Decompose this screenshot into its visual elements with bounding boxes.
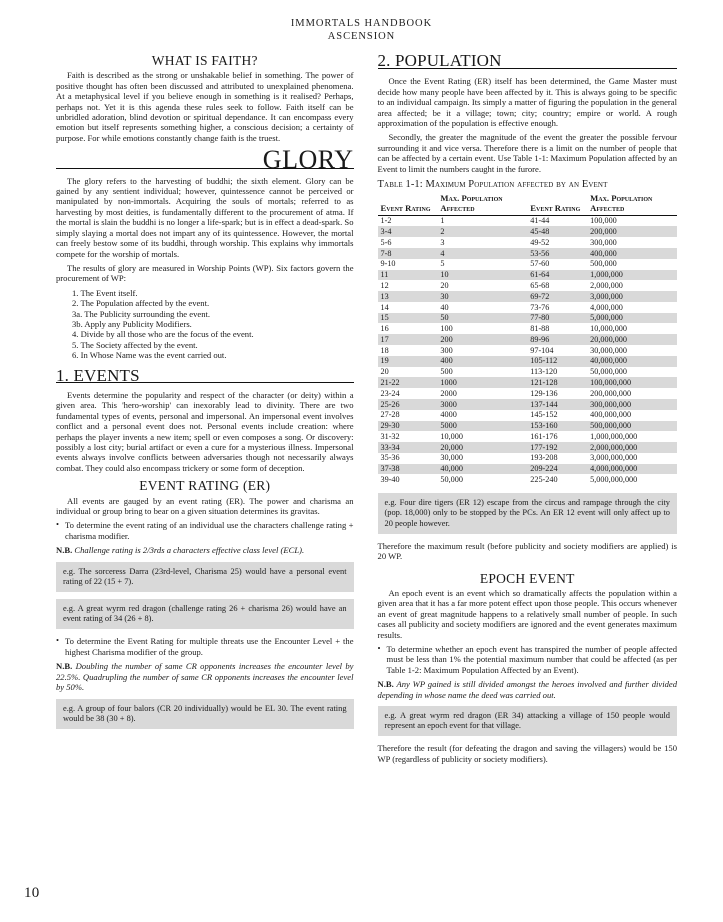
cell: 4000 (440, 410, 457, 420)
after-table-paragraph: Therefore the maximum result (before publicity and society modifiers are applied) is 20 WP. (377, 540, 677, 562)
left-column (56, 53, 354, 862)
cell: 1,000,000 (587, 270, 677, 281)
cell: 40 (440, 302, 449, 312)
cell: 21-22 (378, 377, 438, 388)
glory-paragraph-1: The glory refers to the harvesting of buddhi; the sixth element. Glory can be gained by any sentient individual; however, quintessence cannot be perceived or manipulated by non-immortals. Acquiring the souls of mortals; referred to as harvesting by most deities, is fundamentally different to the procurement of atma. If the mortal is slain the buddhi is no longer a life-spark; but is in effect a dead-spark. So simply slaying a mortal does not impart any of its quintessence. However, the mortal can freely bestow some of its buddhi, through worship. This explains why immortals compete for the worship of mortals. (56, 175, 354, 259)
right-column (377, 51, 677, 862)
page-header (0, 0, 723, 43)
table-row (378, 280, 677, 291)
epoch-paragraph-1: An epoch event is an event which so dramatically affects the population within a given area that it has a far more potent effect upon those people. This occurs whenever an event of great magnitude happens to a relatively small number of people. In such cases all publicity and society modifiers are ignored and the event generates maximum results. (377, 588, 677, 640)
table-row (378, 334, 677, 345)
page-number: 10 (24, 885, 40, 901)
cell: 4,000,000,000 (587, 464, 677, 475)
cell: 23-24 (380, 388, 400, 398)
column-header: Event Rating (527, 193, 587, 215)
cell: 73-76 (530, 302, 550, 312)
cell: 19 (378, 356, 438, 367)
nb-label: N.B. (56, 545, 73, 556)
cell: 33-34 (378, 442, 438, 453)
header-line-2: ASCENSION (327, 30, 396, 42)
cell: 77-80 (527, 313, 587, 324)
cell: 40,000 (437, 464, 527, 475)
cell: 129-136 (530, 388, 558, 398)
cell: 400 (437, 356, 527, 367)
glory-title: GLORY (262, 145, 354, 175)
cell: 1 (440, 216, 445, 226)
event-rating-nb-2 (56, 661, 354, 692)
cell: 153-160 (527, 421, 587, 432)
cell: 5-6 (380, 237, 392, 247)
cell: 400,000 (587, 248, 677, 259)
cell: 11 (378, 270, 438, 281)
cell: 3-4 (378, 226, 438, 237)
cell: 4,000,000 (590, 302, 623, 312)
nb-text: Doubling the number of same CR opponents increases the encounter level by 22.5%. Quadrupling the number of same CR opponents increases the encounter level by 50%. (56, 661, 354, 693)
cell: 61-64 (527, 270, 587, 281)
table-row (378, 442, 677, 453)
nb-label: N.B. (56, 661, 73, 672)
epoch-closing: Therefore the result (for defeating the dragon and saving the villagers) would be 150 WP (regardless of publicity or society modifiers). (377, 743, 677, 764)
cell: 105-112 (527, 356, 587, 367)
cell: 500,000,000 (587, 421, 677, 432)
cell: 100 (440, 324, 453, 334)
cell: 31-32 (380, 431, 400, 441)
cell: 121-128 (527, 377, 587, 388)
cell: 10,000 (440, 431, 463, 441)
table-row (378, 248, 677, 259)
epoch-event-heading: EPOCH EVENT (479, 570, 575, 586)
cell: 5000 (437, 421, 527, 432)
table-row (378, 453, 677, 464)
population-paragraph-2: Secondly, the greater the magnitude of the event the greater the possible fervour surrounding it and vice versa. Therefore there is a limit on the number of people that can be affected by a certain event. Use Table 1-1: Maximum Population affected by an Event to limit the numbers caught in the furore. (377, 132, 677, 174)
two-column-body (56, 51, 677, 862)
cell: 500,000 (590, 259, 617, 269)
cell: 35-36 (380, 453, 400, 463)
list-item: 3a. The Publicity surrounding the event. (72, 308, 211, 319)
cell: 13 (378, 291, 438, 302)
table-row (378, 291, 677, 302)
nb-text: Challenge rating is 2/3rds a characters effective class level (ECL). (72, 545, 305, 556)
cell: 209-224 (527, 464, 587, 475)
faith-heading: WHAT IS FAITH? (151, 53, 258, 68)
cell: 53-56 (527, 248, 587, 259)
cell: 50,000 (440, 475, 463, 484)
table-row (378, 421, 677, 432)
cell: 69-72 (527, 291, 587, 302)
example-box: e.g. A great wyrm red dragon (challenge rating 26 + charisma 26) would have an event rating of 34 (26 + 8). (56, 599, 354, 629)
list-item: 5. The Society affected by the event. (72, 339, 198, 350)
cell: 10 (437, 270, 527, 281)
list-item: 3b. Apply any Publicity Modifiers. (72, 318, 192, 329)
example-box: e.g. The sorceress Darra (23rd-level, Charisma 25) would have a personal event rating of 22 (15 + 7). (56, 562, 354, 592)
cell: 14 (380, 302, 389, 312)
event-rating-nb-1 (56, 545, 354, 555)
cell: 4 (437, 248, 527, 259)
epoch-bullet-1: • To determine whether an epoch event has transpired the number of people affected must be less than 1% the potential maximum number that could be affected (as per Table 1-2: Maximum Population Affected by an Event). (378, 644, 677, 675)
header-line-1: IMMORTALS HANDBOOK (290, 18, 433, 29)
population-paragraph-1: Once the Event Rating (ER) itself has been determined, the Game Master must decide how many people have been affected by it. This is always going to be specific to an individual campaign. Its simply a matter of figuring the population in the general area affected; be it a village; town; city; country; empire or world. A rough approximation of the population is effective enough. (377, 76, 677, 129)
table-row (378, 323, 677, 334)
cell: 200 (437, 334, 527, 345)
table-row (378, 431, 677, 442)
list-item: 6. In Whose Name was the event carried out. (72, 350, 227, 361)
column-header: Max. Population Affected (437, 193, 527, 215)
cell: 2 (437, 226, 527, 237)
cell: 400,000,000 (590, 410, 632, 420)
list-item: 2. The Population affected by the event. (72, 298, 210, 309)
cell: 25-26 (378, 399, 438, 410)
table-row (378, 313, 677, 324)
cell: 20,000,000 (587, 334, 677, 345)
table-row (378, 270, 677, 281)
cell: 113-120 (530, 367, 558, 377)
cell: 145-152 (530, 410, 558, 420)
event-rating-bullet-2: • To determine the Event Rating for multiple threats use the Encounter Level + the highest Charisma modifier of the group. (56, 636, 354, 657)
population-table-wrap (378, 193, 677, 485)
cell: 3000 (437, 399, 527, 410)
cell: 30,000,000 (590, 345, 627, 355)
cell: 2,000,000 (590, 280, 623, 290)
cell: 300,000 (590, 237, 617, 247)
cell: 100,000 (590, 216, 617, 226)
table-row (378, 259, 677, 270)
cell: 40,000,000 (587, 356, 677, 367)
cell: 300,000,000 (587, 399, 677, 410)
example-box: e.g. Four dire tigers (ER 12) escape from the circus and rampage through the city (pop. 18,000) only to be stopped by the PCs. An ER 12 event will only affect up to 20 people however. (378, 493, 677, 534)
example-box: e.g. A group of four balors (CR 20 individually) would be EL 30. The event rating would be 38 (30 + 8). (56, 699, 354, 729)
cell: 39-40 (380, 475, 400, 484)
event-rating-paragraph-1: All events are gauged by an event rating (ER). The power and charisma an individual or group bring to bear on a given situation determines its gravitas. (56, 495, 354, 517)
cell: 12 (380, 280, 389, 290)
cell: 200,000 (587, 226, 677, 237)
table-row (378, 388, 677, 399)
table-row (378, 367, 677, 378)
column-header: Event Rating (378, 193, 438, 215)
cell: 1-2 (380, 216, 392, 226)
cell: 50 (437, 313, 527, 324)
cell: 17 (378, 334, 438, 345)
cell: 30,000 (440, 453, 463, 463)
cell: 7-8 (378, 248, 438, 259)
table-row (378, 474, 677, 485)
cell: 37-38 (378, 464, 438, 475)
event-rating-heading: EVENT RATING (ER) (139, 478, 271, 494)
table-header-row (378, 193, 677, 215)
cell: 3,000,000,000 (590, 453, 638, 463)
cell: 27-28 (380, 410, 400, 420)
cell: 2,000,000,000 (587, 442, 677, 453)
table-row (378, 464, 677, 475)
cell: 45-48 (527, 226, 587, 237)
cell: 49-52 (530, 237, 550, 247)
cell: 20 (440, 280, 449, 290)
cell: 30 (437, 291, 527, 302)
events-paragraph-1: Events determine the popularity and respect of the character (or deity) within a given area. This 'hero-worship' can inexorably lead to divinity. There are two fundamental types of events, personal and impersonal. An impersonal event involves conflict and a personal event does not. Personal events include creation: where perhaps the player invents a new item; spell or even composes a song. Or discovery: possibly a lost city; burial artifact or even a cure for a mysterious illness. Impersonal events always involve conflicts between adversaries though not necessarily always combat. They could also encompass trickery or some form of deception. (56, 389, 354, 473)
cell: 500 (440, 367, 453, 377)
cell: 20 (380, 367, 389, 377)
table-row (378, 226, 677, 237)
cell: 1,000,000,000 (590, 431, 638, 441)
cell: 18 (380, 345, 389, 355)
events-title: 1. EVENTS (56, 365, 140, 385)
list-item: 1. The Event itself. (72, 287, 138, 298)
cell: 81-88 (530, 324, 550, 334)
event-rating-bullet-1: • To determine the event rating of an individual use the characters challenge rating + charisma modifier. (56, 520, 354, 541)
cell: 5,000,000 (587, 313, 677, 324)
cell: 3,000,000 (587, 291, 677, 302)
column-header: Max. Population Affected (587, 193, 677, 215)
cell: 1000 (437, 377, 527, 388)
table-row (378, 399, 677, 410)
table-row (378, 345, 677, 356)
cell: 15 (378, 313, 438, 324)
cell: 97-104 (530, 345, 554, 355)
population-table (378, 193, 677, 485)
table-body (378, 215, 677, 485)
cell: 89-96 (527, 334, 587, 345)
cell: 16 (380, 324, 389, 334)
table-row (378, 410, 677, 421)
cell: 5 (440, 259, 445, 269)
cell: 5,000,000,000 (590, 475, 638, 484)
cell: 2000 (440, 388, 457, 398)
population-title: 2. POPULATION (377, 51, 502, 70)
glory-paragraph-2: The results of glory are measured in Worship Points (WP). Six factors govern the procurement of WP: (56, 262, 354, 284)
table-row (378, 356, 677, 367)
cell: 193-208 (530, 453, 558, 463)
nb-text: Any WP gained is still divided amongst the heroes involved and further divided depending in whose name the deed was carried out. (377, 679, 677, 700)
cell: 57-60 (530, 259, 550, 269)
nb-label: N.B. (377, 679, 394, 690)
example-box: e.g. A great wyrm red dragon (ER 34) attacking a village of 150 people would represent an epoch event for that village. (378, 706, 677, 736)
faith-paragraph-1: Faith is described as the strong or unshakable belief in something. The power of positive thought has often been discussed and attributed to unexplained phenomena. At a metaphysical level if you believe enough in something is it realised? Perhaps, perhaps not. Yet it is this agenda these rules seek to follow. Faith itself can be unbridled adoration, blind devotion or spiritual dependance. It can encompass every emotion but itself represents something higher, a conscious decision; a certainty of purpose. For while emotions constantly change faith is the truest. (56, 70, 354, 143)
cell: 137-144 (527, 399, 587, 410)
list-item: 4. Divide by all those who are the focus of the event. (72, 329, 254, 340)
cell: 65-68 (530, 280, 550, 290)
epoch-nb (378, 679, 677, 700)
cell: 177-192 (527, 442, 587, 453)
table-row (378, 237, 677, 248)
glory-factor-list (56, 288, 354, 361)
cell: 41-44 (530, 216, 550, 226)
cell: 225-240 (530, 475, 558, 484)
cell: 161-176 (530, 431, 558, 441)
cell: 3 (440, 237, 445, 247)
cell: 10,000,000 (590, 324, 627, 334)
table-row (378, 302, 677, 313)
table-row (378, 215, 677, 226)
table-row (378, 377, 677, 388)
cell: 300 (440, 345, 453, 355)
table-caption: Table 1-1: Maximum Population affected by an Event (377, 179, 608, 191)
cell: 100,000,000 (587, 377, 677, 388)
cell: 20,000 (437, 442, 527, 453)
cell: 200,000,000 (590, 388, 632, 398)
cell: 29-30 (378, 421, 438, 432)
cell: 50,000,000 (590, 367, 627, 377)
cell: 9-10 (380, 259, 396, 269)
